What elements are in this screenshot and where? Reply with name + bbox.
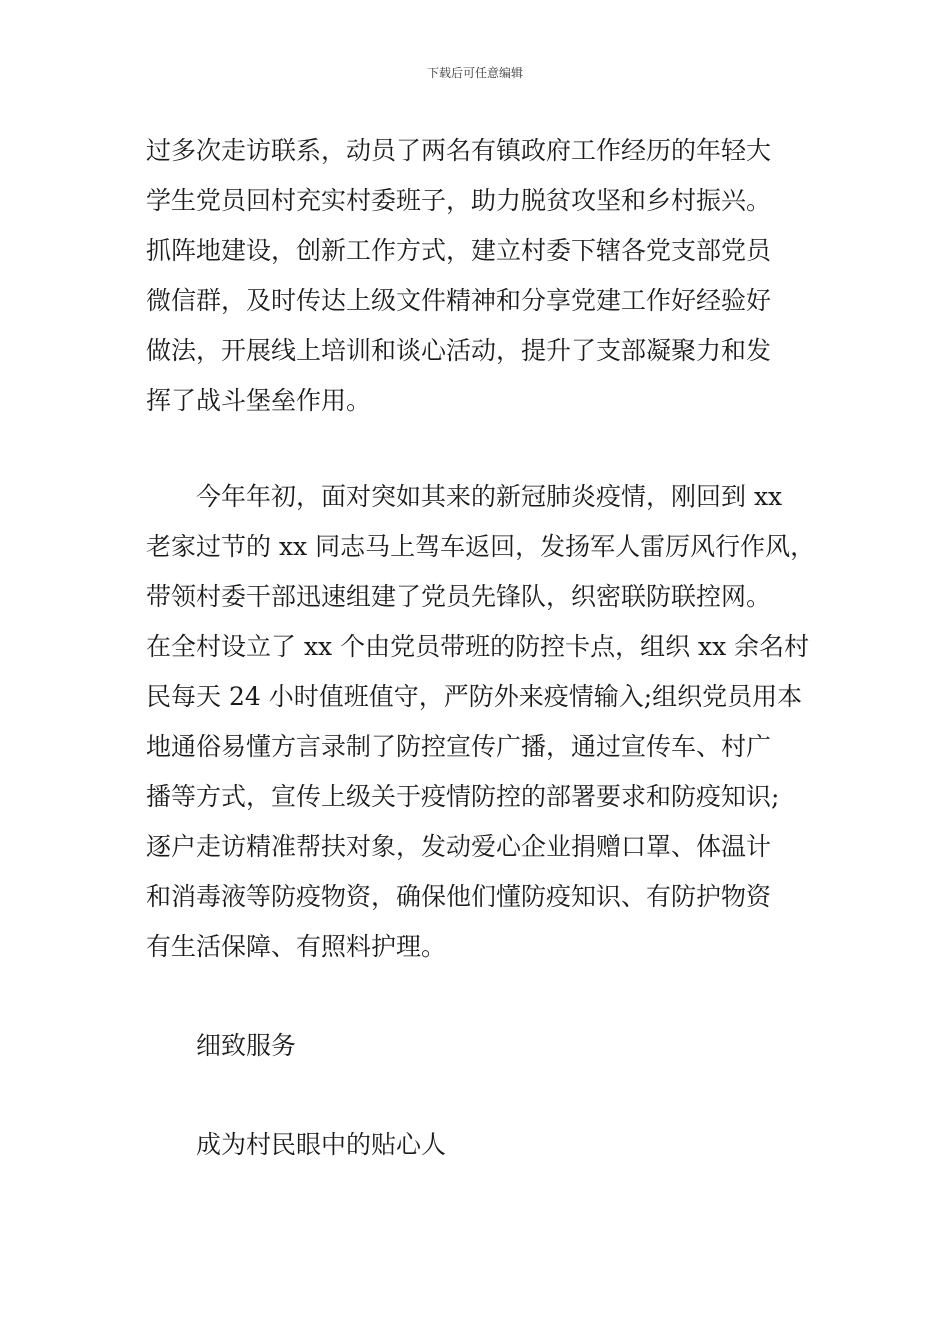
text-line: 挥了战斗堡垒作用。: [146, 386, 372, 415]
paragraph-2: [146, 472, 818, 972]
paragraph-1: [146, 126, 818, 426]
text-line: 播等方式，宣传上级关于疫情防控的部署要求和防疫知识;: [146, 782, 780, 811]
text-line: 逐户走访精准帮扶对象，发动爱心企业捐赠口罩、体温计: [146, 832, 772, 861]
text-line: 在全村设立了 xx 个由党员带班的防控卡点，组织 xx 余名村: [146, 632, 810, 661]
text-line: 有生活保障、有照料护理。: [146, 932, 447, 961]
text-line: 地通俗易懂方言录制了防控宣传广播，通过宣传车、村广: [146, 732, 772, 761]
text-line: 民每天 24 小时值班值守，严防外来疫情输入;组织党员用本: [146, 682, 803, 711]
text-line: 老家过节的 xx 同志马上驾车返回，发扬军人雷厉风行作风，: [146, 532, 816, 561]
text-line: 做法，开展线上培训和谈心活动，提升了支部凝聚力和发: [146, 336, 772, 365]
text-line: 微信群，及时传达上级文件精神和分享党建工作好经验好: [146, 286, 772, 315]
page-header: 下载后可任意编辑: [426, 66, 523, 80]
text-line: 今年年初，面对突如其来的新冠肺炎疫情，刚回到 xx: [196, 482, 783, 511]
section-heading: [146, 1021, 818, 1071]
text-line: 学生党员回村充实村委班子，助力脱贫攻坚和乡村振兴。: [146, 186, 772, 215]
text-line: 过多次走访联系，动员了两名有镇政府工作经历的年轻大: [146, 136, 772, 165]
text-line: 带领村委干部迅速组建了党员先锋队，织密联防联控网。: [146, 582, 772, 611]
text-line: 和消毒液等防疫物资，确保他们懂防疫知识、有防护物资: [146, 882, 772, 911]
heading-line: 成为村民眼中的贴心人: [196, 1130, 447, 1159]
heading-line: 细致服务: [196, 1031, 297, 1060]
text-line: 抓阵地建设，创新工作方式，建立村委下辖各党支部党员: [146, 236, 772, 265]
section-subheading: [146, 1120, 818, 1170]
